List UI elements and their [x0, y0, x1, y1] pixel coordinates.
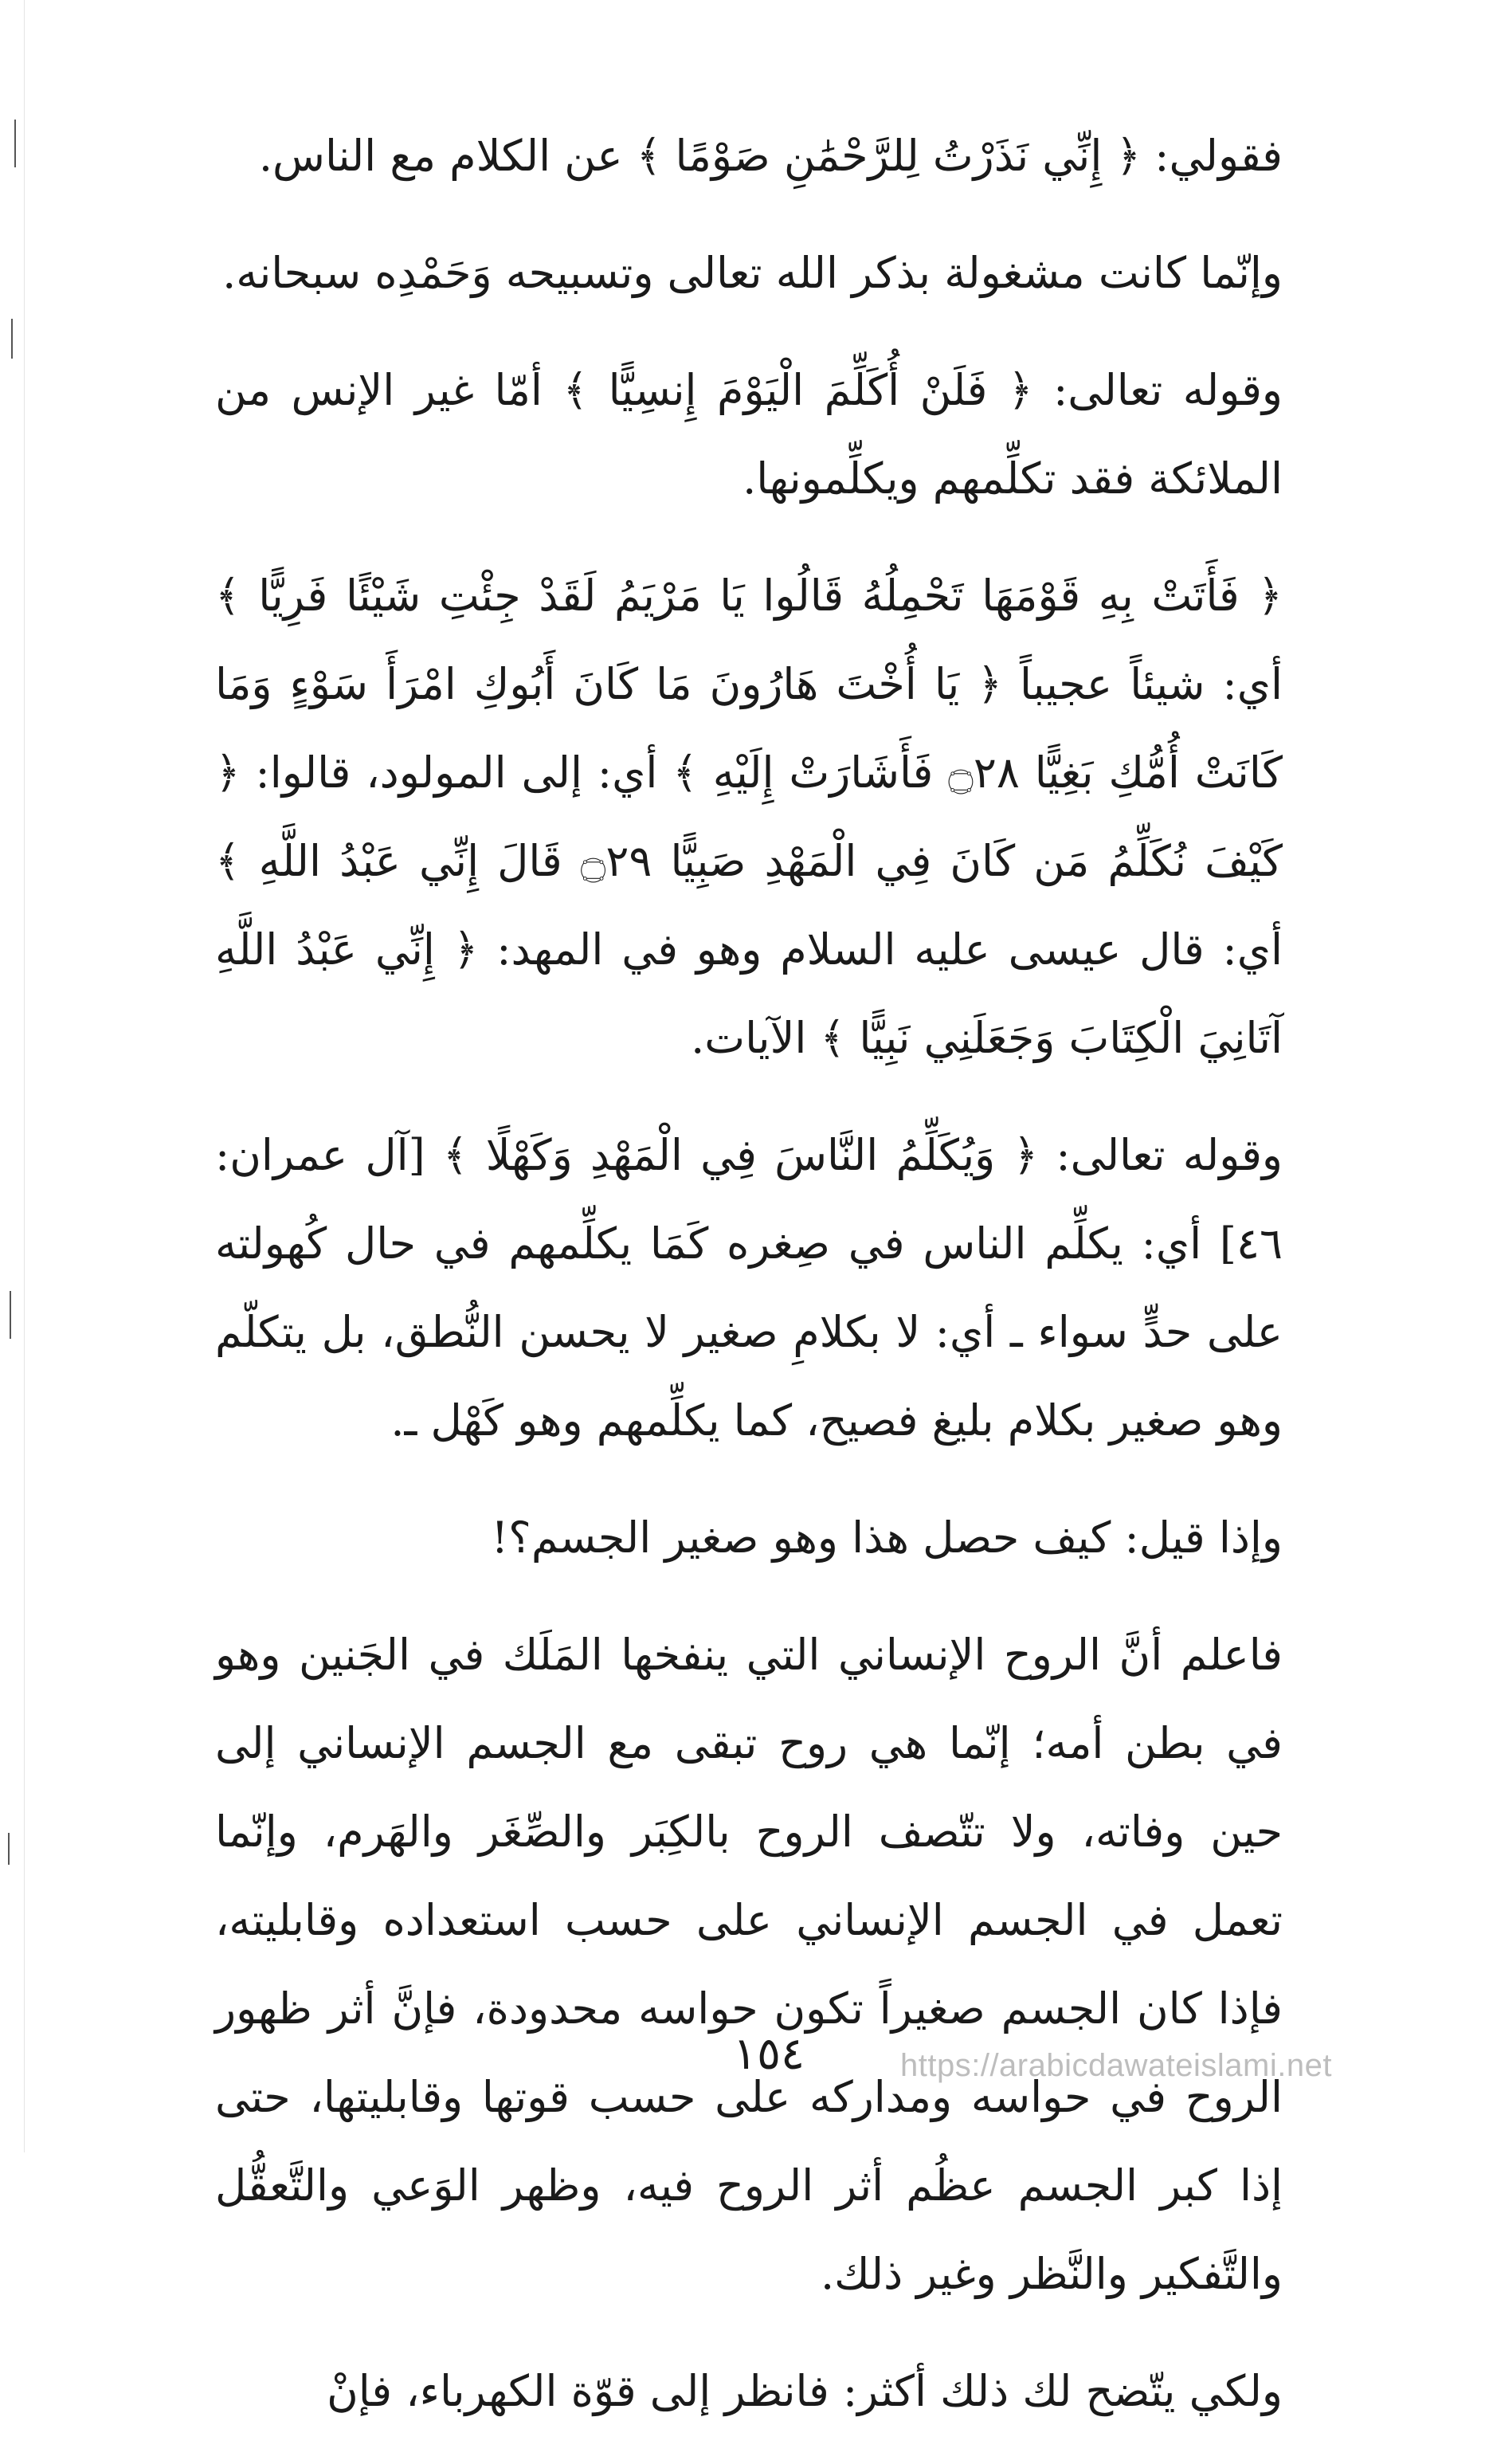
paragraph-8: ولكي يتّضح لك ذلك أكثر: فانظر إلى قوّة الكهرباء، فإنْ [327, 2366, 1283, 2416]
paragraph-5: وقوله تعالى: ﴿ وَيُكَلِّمُ النَّاسَ فِي الْمَهْدِ وَكَهْلًا ﴾ [آل عمران: ٤٦] أي: يكلِّم الناس في صِغره كَمَا يكلِّمهم في حال كُهولته على حدٍّ سواء ـ أي: لا بكلامِ صغير لا يحسن النُّطق، بل يتكلّم وهو صغير بكلام بليغ فصيح، كما يكلِّمهم وهو كَهْل ـ. [215, 1130, 1283, 1446]
document-body [215, 112, 1283, 2464]
paragraph-3: وقوله تعالى: ﴿ فَلَنْ أُكَلِّمَ الْيَوْمَ إِنسِيًّا ﴾ أمّا غير الإنس من الملائكة فقد تكلِّمهم ويكلِّمونها. [215, 365, 1283, 504]
paragraph-2: وإنّما كانت مشغولة بذكر الله تعالى وتسبيحه وَحَمْدِه سبحانه. [222, 248, 1283, 298]
scan-mark [10, 1291, 11, 1339]
paragraph-4: ﴿ فَأَتَتْ بِهِ قَوْمَهَا تَحْمِلُهُ قَالُوا يَا مَرْيَمُ لَقَدْ جِئْتِ شَيْئًا فَرِيًّا ﴾ أي: شيئاً عجيباً ﴿ يَا أُخْتَ هَارُونَ مَا كَانَ أَبُوكِ امْرَأَ سَوْءٍ وَمَا كَانَتْ أُمُّكِ بَغِيًّا ۝٢٨ فَأَشَارَتْ إِلَيْهِ ﴾ أي: إلى المولود، قالوا: ﴿ كَيْفَ نُكَلِّمُ مَن كَانَ فِي الْمَهْدِ صَبِيًّا ۝٢٩ قَالَ إِنِّي عَبْدُ اللَّهِ ﴾ أي: قال عيسى عليه السلام وهو في المهد: ﴿ إِنِّي عَبْدُ اللَّهِ آتَانِيَ الْكِتَابَ وَجَعَلَنِي نَبِيًّا ﴾ الآيات. [215, 571, 1283, 1063]
paragraph-7: فاعلم أنَّ الروح الإنساني التي ينفخها المَلَك في الجَنين وهو في بطن أمه؛ إنّما هي روح تبقى مع الجسم الإنساني إلى حين وفاته، ولا تتّصف الروح بالكِبَر والصِّغَر والهَرم، وإنّما تعمل في الجسم الإنساني على حسب استعداده وقابليته، فإذا كان الجسم صغيراً تكون حواسه محدودة، فإنَّ أثر ظهور الروح في حواسه ومداركه على حسب قوتها وقابليتها، حتى إذا كبر الجسم عظُم أثر الروح فيه، وظهر الوَعي والتَّعقُّل والتَّفكير والنَّظر وغير ذلك. [215, 1630, 1283, 2299]
scan-mark [11, 319, 13, 359]
watermark-url: https://arabicdawateislami.net [900, 2048, 1332, 2083]
paragraph-6: وإذا قيل: كيف حصل هذا وهو صغير الجسم؟! [491, 1513, 1283, 1563]
paragraph-1: فقولي: ﴿ إِنِّي نَذَرْتُ لِلرَّحْمَٰنِ صَوْمًا ﴾ عن الكلام مع الناس. [258, 131, 1283, 181]
scan-mark [14, 120, 16, 167]
scan-mark [8, 1833, 10, 1865]
page-number: ١٥٤ [732, 2028, 805, 2080]
